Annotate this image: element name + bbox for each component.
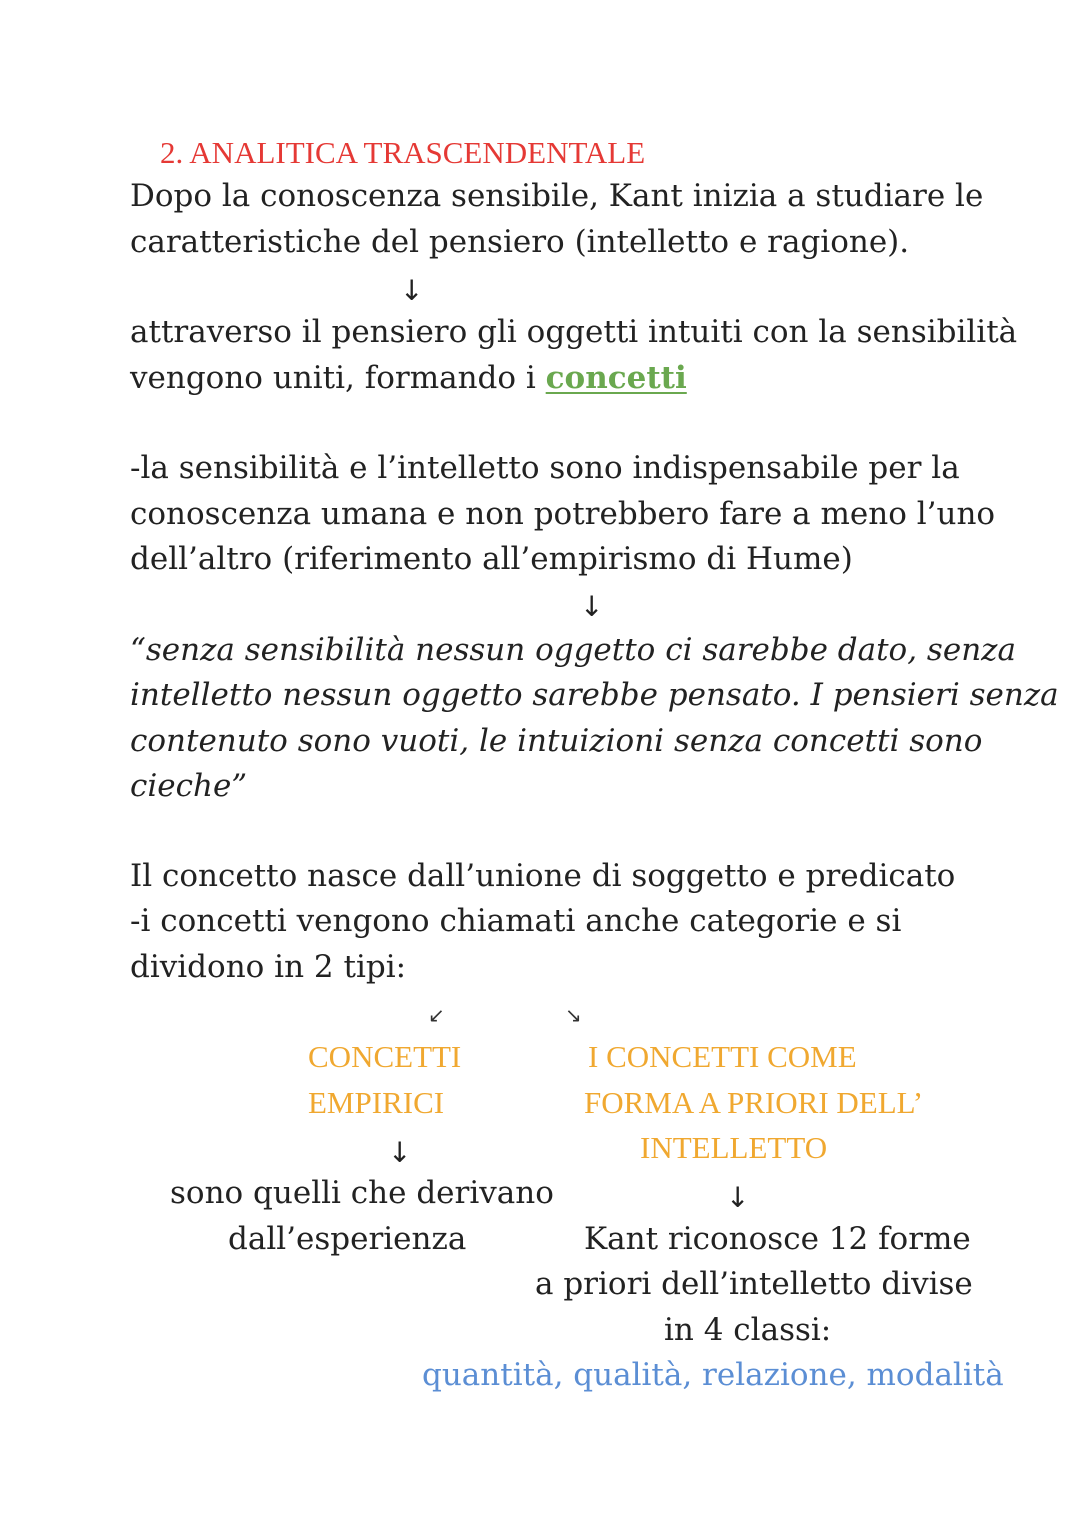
apriori-title-line-2: FORMA A PRIORI DELL’	[584, 1085, 924, 1120]
apriori-title-line-3: INTELLETTO	[640, 1130, 828, 1165]
thought-line-2	[130, 356, 687, 401]
section-heading: 2. ANALITICA TRASCENDENTALE	[160, 135, 646, 170]
empirical-desc-line-2: dall’esperienza	[228, 1221, 467, 1257]
sensibility-line-1: -la sensibilità e l’intelletto sono indispensabile per la	[130, 450, 960, 486]
apriori-classes: quantità, qualità, relazione, modalità	[422, 1357, 1004, 1393]
intro-line-1: Dopo la conoscenza sensibile, Kant inizia a studiare le	[130, 178, 984, 214]
arrow-left-down-icon: ↙	[428, 1003, 445, 1027]
concept-line-1: Il concetto nasce dall’unione di soggetto e predicato	[130, 858, 956, 894]
thought-line-2-prefix: vengono uniti, formando i	[130, 360, 546, 396]
apriori-desc-line-1: Kant riconosce 12 forme	[584, 1221, 971, 1257]
thought-line-1: attraverso il pensiero gli oggetti intuiti con la sensibilità	[130, 314, 1018, 350]
arrow-down-icon: ↓	[580, 590, 604, 623]
apriori-desc-line-3: in 4 classi:	[664, 1312, 832, 1348]
arrow-right-down-icon: ↘	[565, 1003, 582, 1027]
intro-line-2: caratteristiche del pensiero (intelletto e ragione).	[130, 224, 910, 260]
apriori-desc-line-2: a priori dell’intelletto divise	[535, 1266, 973, 1302]
sensibility-line-2: conoscenza umana e non potrebbero fare a meno l’uno	[130, 496, 996, 532]
empirical-title-line-1: CONCETTI	[308, 1039, 462, 1074]
sensibility-line-3: dell’altro (riferimento all’empirismo di Hume)	[130, 541, 853, 577]
concept-line-3: dividono in 2 tipi:	[130, 949, 407, 985]
quote-line-4: cieche”	[130, 768, 248, 804]
concetti-link[interactable]: concetti	[545, 360, 687, 396]
quote-line-2: intelletto nessun oggetto sarebbe pensato. I pensieri senza	[130, 677, 1059, 713]
concept-line-2: -i concetti vengono chiamati anche categorie e si	[130, 903, 902, 939]
quote-line-1: “senza sensibilità nessun oggetto ci sarebbe dato, senza	[130, 632, 1016, 668]
arrow-down-icon: ↓	[726, 1181, 750, 1214]
quote-line-3: contenuto sono vuoti, le intuizioni senza concetti sono	[130, 723, 983, 759]
empirical-title-line-2: EMPIRICI	[308, 1085, 445, 1120]
arrow-down-icon: ↓	[400, 274, 424, 307]
arrow-down-icon: ↓	[388, 1136, 412, 1169]
empirical-desc-line-1: sono quelli che derivano	[170, 1175, 554, 1211]
apriori-title-line-1: I CONCETTI COME	[588, 1039, 857, 1074]
